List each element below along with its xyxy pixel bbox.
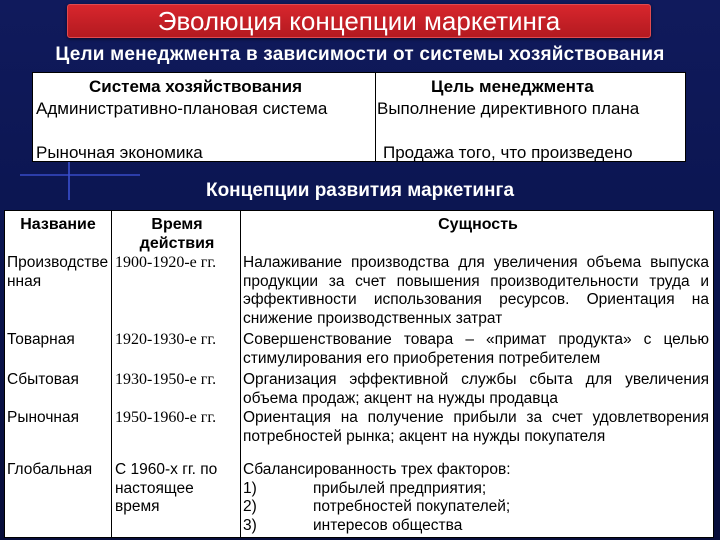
factor-item-3 <box>243 517 709 536</box>
slide-title: Эволюция концепции маркетинга <box>67 4 651 38</box>
factor-number: 2) <box>243 498 257 515</box>
row-5-essence-intro: Сбалансированность трех факторов: <box>243 461 511 478</box>
row-4-time: 1950-1960-е гг. <box>115 409 217 426</box>
goals-row-2-goal: Продажа того, что произведено <box>383 143 633 162</box>
factor-number: 3) <box>243 516 257 534</box>
goals-table <box>32 72 686 162</box>
factor-item-2 <box>243 498 709 517</box>
concepts-divider-2 <box>240 211 241 537</box>
slide-subtitle: Цели менеджмента в зависимости от системы хозяйствования <box>55 44 665 65</box>
factor-text: прибылей предприятия; <box>313 479 487 497</box>
header-essence: Сущность <box>438 216 518 233</box>
header-time: Время действия <box>139 216 215 252</box>
goals-header-system: Система хозяйствования <box>89 77 302 96</box>
row-4-name: Рыночная <box>7 409 79 426</box>
row-5-essence <box>243 461 709 535</box>
factor-text: потребностей покупателей; <box>313 498 511 515</box>
goals-row-1-system: Административно-плановая система <box>36 99 328 118</box>
row-3-name: Сбытовая <box>7 371 79 388</box>
goals-row-2-system: Рыночная экономика <box>36 143 203 162</box>
row-2-essence: Совершенствование товара – «примат продукта» с целью стимулирования его приобретения потребителем <box>243 331 709 367</box>
section-title-concepts: Концепции развития маркетинга <box>205 180 515 201</box>
factor-text: интересов общества <box>313 516 463 534</box>
row-1-time: 1900-1920-е гг. <box>115 254 217 271</box>
goals-table-divider <box>375 73 376 161</box>
row-3-essence: Организация эффективной службы сбыта для увеличения объема продаж; акцент на нужды продавца <box>243 371 709 407</box>
goals-header-goal: Цель менеджмента <box>431 77 594 96</box>
row-3-time: 1930-1950-е гг. <box>115 371 217 388</box>
row-2-name: Товарная <box>7 331 75 348</box>
factor-item-1 <box>243 480 709 499</box>
header-name: Название <box>20 216 96 233</box>
concepts-divider-1 <box>111 211 112 537</box>
row-5-name: Глобальная <box>7 461 93 478</box>
row-1-name: Производственная <box>7 254 109 290</box>
row-5-time: С 1960-х гг. по настоящее время <box>115 461 218 515</box>
row-1-essence: Налаживание производства для увеличения объема выпуска продукции за счет повышения производительности труда и эффективности использования ресурсов. Ориентация на снижение производственных затрат <box>243 254 709 327</box>
goals-row-1-goal: Выполнение директивного плана <box>377 99 640 118</box>
factor-number: 1) <box>243 479 257 497</box>
row-2-time: 1920-1930-е гг. <box>115 331 217 348</box>
concepts-table <box>4 210 714 538</box>
row-4-essence: Ориентация на получение прибыли за счет удовлетворения потребностей рынка; акцент на нужды покупателя <box>243 409 709 445</box>
decorative-line-horizontal <box>20 174 140 176</box>
